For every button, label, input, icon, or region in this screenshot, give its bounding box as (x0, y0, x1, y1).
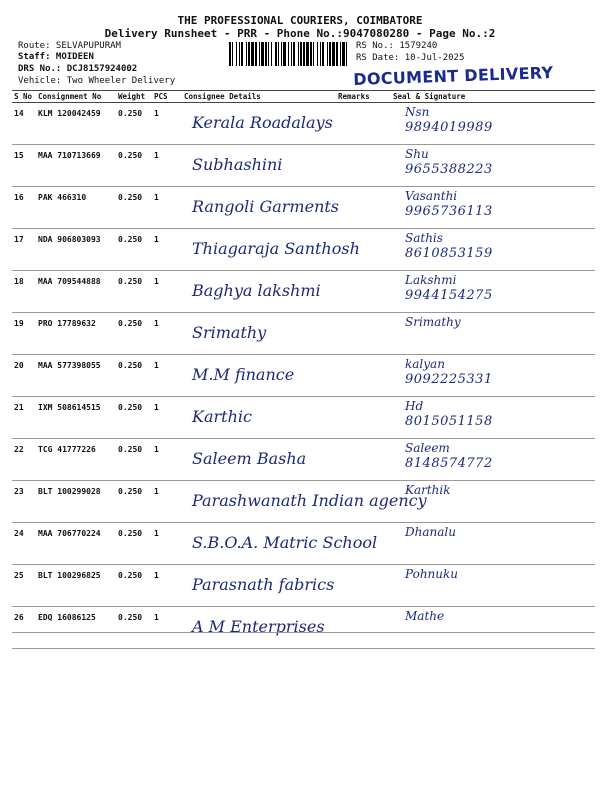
signature-phone: 9894019989 (405, 120, 493, 135)
row-pcs: 1 (152, 439, 182, 481)
row-weight: 0.250 (116, 607, 152, 649)
consignee-handwriting: S.B.O.A. Matric School (192, 533, 378, 552)
row-sno: 14 (12, 103, 36, 145)
signature-handwriting: Saleem (405, 441, 450, 455)
signature-handwriting: Mathe (405, 609, 445, 623)
row-consignee (182, 397, 336, 439)
row-remarks (336, 439, 391, 481)
consignee-handwriting: Parashwanath Indian agency (192, 491, 427, 510)
row-consignee (182, 565, 336, 607)
signature-handwriting: Srimathy (405, 315, 461, 329)
signature-handwriting: Dhanalu (405, 525, 456, 539)
signature-handwriting: Lakshmi (405, 273, 457, 287)
row-remarks (336, 565, 391, 607)
row-weight: 0.250 (116, 355, 152, 397)
signature-phone: 8015051158 (405, 414, 493, 429)
row-sno: 26 (12, 607, 36, 649)
row-weight: 0.250 (116, 313, 152, 355)
row-consignee (182, 271, 336, 313)
table-row (12, 523, 595, 565)
consignee-handwriting: Parasnath fabrics (192, 575, 335, 594)
row-consignment-no: PAK 466310 (36, 187, 116, 229)
row-pcs: 1 (152, 271, 182, 313)
row-consignment-no: PRO 17789632 (36, 313, 116, 355)
signature-handwriting: Sathis (405, 231, 443, 245)
row-remarks (336, 397, 391, 439)
row-consignee (182, 187, 340, 229)
row-weight: 0.250 (116, 523, 152, 565)
row-consignee (182, 481, 427, 523)
row-signature (391, 355, 595, 397)
consignee-handwriting: A M Enterprises (192, 617, 325, 636)
row-consignment-no: NDA 906803093 (36, 229, 116, 271)
row-signature (391, 103, 595, 145)
row-consignee (182, 313, 336, 355)
row-weight: 0.250 (116, 187, 152, 229)
row-consignment-no: IXM 508614515 (36, 397, 116, 439)
table-row (12, 355, 595, 397)
row-remarks (336, 103, 391, 145)
row-consignee (182, 355, 336, 397)
row-sno: 17 (12, 229, 36, 271)
table-end-line (12, 632, 595, 633)
row-sno: 16 (12, 187, 36, 229)
consignee-handwriting: Thiagaraja Santhosh (192, 239, 360, 258)
row-weight: 0.250 (116, 439, 152, 481)
row-signature (391, 565, 595, 607)
barcode (229, 42, 347, 66)
row-consignment-no: TCG 41777226 (36, 439, 116, 481)
consignee-handwriting: Saleem Basha (192, 449, 307, 468)
signature-phone: 9965736113 (405, 204, 493, 219)
signature-phone: 9655388223 (405, 162, 493, 177)
row-weight: 0.250 (116, 145, 152, 187)
col-pcs: PCS (152, 91, 182, 103)
staff-label: Staff: MOIDEEN (18, 52, 94, 62)
row-sno: 25 (12, 565, 36, 607)
row-signature (391, 523, 595, 565)
signature-phone: 9944154275 (405, 288, 493, 303)
col-weight: Weight (116, 91, 152, 103)
signature-handwriting: kalyan (405, 357, 445, 371)
runsheet-subtitle: Delivery Runsheet - PRR - Phone No.:9047080280 - Page No.:2 (104, 27, 496, 40)
col-sno: S No (12, 91, 36, 103)
rs-date: RS Date: 10-Jul-2025 (356, 53, 465, 63)
row-remarks (336, 607, 391, 649)
row-pcs: 1 (152, 607, 182, 649)
signature-phone: 9092225331 (405, 372, 493, 387)
row-consignee (182, 607, 336, 649)
vehicle-label: Vehicle: Two Wheeler Delivery (18, 76, 176, 86)
row-signature (391, 481, 595, 523)
row-consignment-no: KLM 120042459 (36, 103, 116, 145)
table-row (12, 271, 595, 313)
rs-number: RS No.: 1579240 (356, 41, 438, 51)
consignee-handwriting: Srimathy (192, 323, 267, 342)
consignee-handwriting: M.M finance (192, 365, 295, 384)
row-consignee (182, 523, 378, 565)
table-row (12, 607, 595, 649)
col-consignment: Consignment No (36, 91, 116, 103)
table-row (12, 565, 595, 607)
document-delivery-stamp: DOCUMENT DELIVERY (353, 63, 554, 89)
row-remarks (336, 313, 391, 355)
row-consignment-no: MAA 706770224 (36, 523, 116, 565)
row-sno: 15 (12, 145, 36, 187)
row-consignee (182, 229, 360, 271)
runsheet-table (12, 90, 595, 649)
signature-handwriting: Nsn (405, 105, 430, 119)
signature-handwriting: Shu (405, 147, 429, 161)
row-weight: 0.250 (116, 481, 152, 523)
table-header-row (12, 91, 595, 103)
row-signature (391, 187, 595, 229)
row-pcs: 1 (152, 145, 182, 187)
signature-handwriting: Pohnuku (405, 567, 458, 581)
signature-handwriting: Hd (405, 399, 424, 413)
row-consignment-no: BLT 100296825 (36, 565, 116, 607)
route-label: Route: SELVAPUPURAM (18, 41, 121, 51)
table-row (12, 481, 595, 523)
table-row (12, 103, 595, 145)
row-remarks (336, 187, 391, 229)
row-signature (391, 145, 595, 187)
row-pcs: 1 (152, 565, 182, 607)
row-pcs: 1 (152, 355, 182, 397)
row-signature (391, 439, 595, 481)
row-pcs: 1 (152, 523, 182, 565)
row-pcs: 1 (152, 397, 182, 439)
row-consignment-no: EDQ 16086125 (36, 607, 116, 649)
col-signature: Seal & Signature (391, 91, 595, 103)
row-consignee (182, 103, 336, 145)
table-row (12, 397, 595, 439)
row-signature (391, 397, 595, 439)
row-weight: 0.250 (116, 103, 152, 145)
table-row (12, 439, 595, 481)
row-consignment-no: MAA 577398055 (36, 355, 116, 397)
row-remarks (336, 271, 391, 313)
col-remarks: Remarks (336, 91, 391, 103)
row-remarks (336, 145, 391, 187)
signature-handwriting: Vasanthi (405, 189, 458, 203)
row-sno: 22 (12, 439, 36, 481)
row-weight: 0.250 (116, 229, 152, 271)
row-consignee (182, 145, 336, 187)
table-row (12, 187, 595, 229)
row-consignment-no: MAA 710713669 (36, 145, 116, 187)
consignee-handwriting: Karthic (192, 407, 252, 426)
consignee-handwriting: Baghya lakshmi (192, 281, 321, 300)
row-sno: 21 (12, 397, 36, 439)
row-weight: 0.250 (116, 271, 152, 313)
row-sno: 20 (12, 355, 36, 397)
company-title: THE PROFESSIONAL COURIERS, COIMBATORE (177, 14, 423, 27)
signature-phone: 8148574772 (405, 456, 493, 471)
row-pcs: 1 (152, 103, 182, 145)
row-consignee (182, 439, 336, 481)
row-signature (391, 607, 595, 649)
signature-phone: 8610853159 (405, 246, 493, 261)
row-pcs: 1 (152, 481, 182, 523)
row-pcs: 1 (152, 229, 182, 271)
row-signature (391, 271, 595, 313)
row-sno: 18 (12, 271, 36, 313)
consignee-handwriting: Subhashini (192, 155, 283, 174)
row-pcs: 1 (152, 313, 182, 355)
consignee-handwriting: Kerala Roadalays (192, 113, 333, 132)
row-sno: 19 (12, 313, 36, 355)
signature-handwriting: Karthik (405, 483, 451, 497)
col-consignee: Consignee Details (182, 91, 336, 103)
row-signature (391, 229, 595, 271)
row-sno: 24 (12, 523, 36, 565)
table-row (12, 145, 595, 187)
row-remarks (336, 355, 391, 397)
row-consignment-no: BLT 100299028 (36, 481, 116, 523)
row-sno: 23 (12, 481, 36, 523)
row-weight: 0.250 (116, 397, 152, 439)
table-row (12, 229, 595, 271)
row-consignment-no: MAA 709544888 (36, 271, 116, 313)
table-row (12, 313, 595, 355)
drs-number: DRS No.: DCJ8157924002 (18, 64, 138, 74)
row-pcs: 1 (152, 187, 182, 229)
row-weight: 0.250 (116, 565, 152, 607)
row-signature (391, 313, 595, 355)
consignee-handwriting: Rangoli Garments (192, 197, 340, 216)
